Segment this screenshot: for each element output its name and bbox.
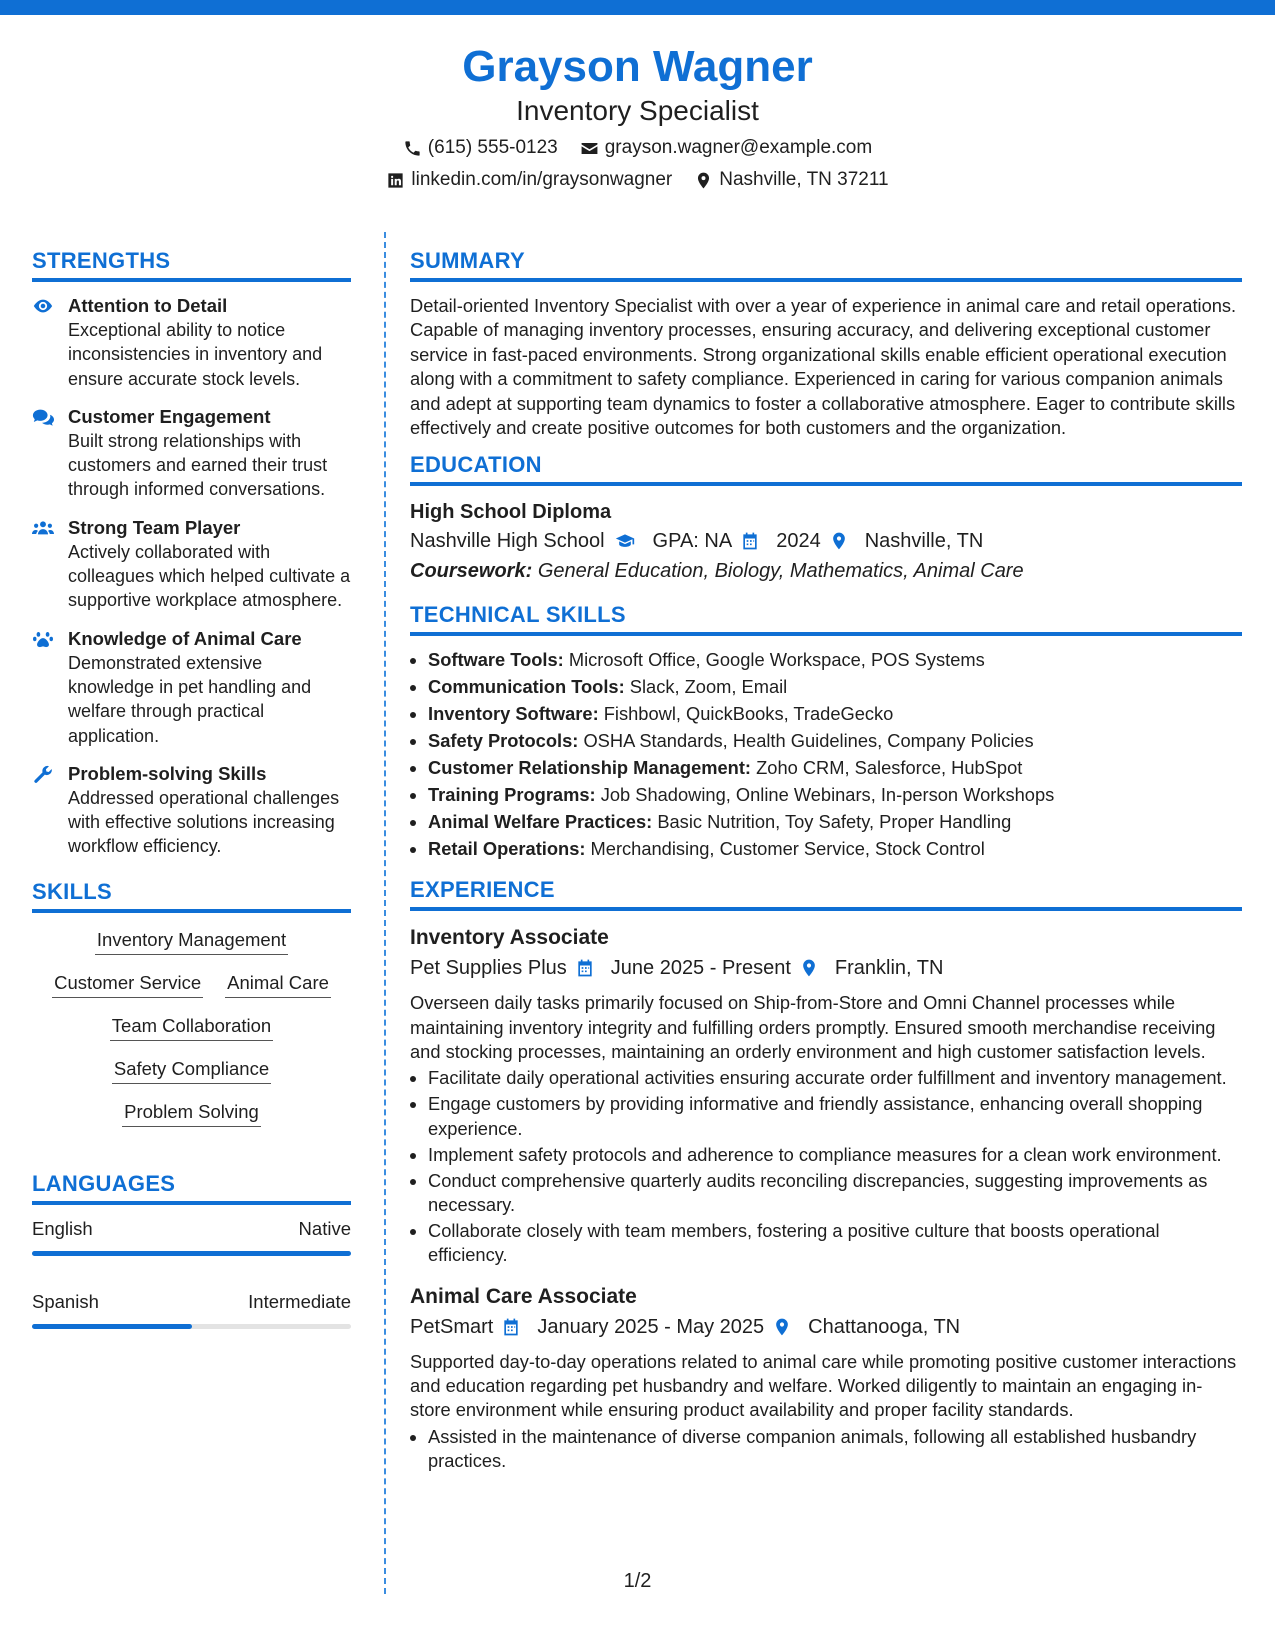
map-marker-icon (799, 958, 819, 978)
list-item: • Collaborate closely with team members, fostering a positive culture that boosts operational efficiency. (428, 1219, 1242, 1268)
strength-title: Attention to Detail (68, 295, 228, 316)
language-proficiency-bar (32, 1324, 351, 1329)
strength-desc: Demonstrated extensive knowledge in pet handling and welfare through practical application. (68, 652, 312, 746)
list-item (428, 810, 1242, 834)
skill-tag: Safety Compliance (112, 1056, 271, 1084)
strength-title: Problem-solving Skills (68, 762, 267, 784)
linkedin-contact[interactable] (386, 164, 672, 196)
skill-value: OSHA Standards, Health Guidelines, Company Policies (583, 730, 1034, 752)
skill-label: Animal Welfare Practices: (428, 810, 653, 832)
strength-item (32, 294, 351, 391)
skill-value: Job Shadowing, Online Webinars, In-person Workshops (600, 783, 1055, 805)
phone-icon (403, 139, 422, 158)
coursework-text: General Education, Biology, Mathematics, Animal Care (537, 560, 1024, 583)
graduation-cap-icon (613, 531, 637, 551)
job-summary: Supported day-to-day operations related to animal care while promoting positive customer interactions and education regarding pet husbandry and welfare. Worked diligently to maintain an engaging in-store environment while ensuring product availability and proper facility standards. (410, 1350, 1237, 1421)
candidate-name: Grayson Wagner (462, 42, 813, 91)
languages-heading: LANGUAGES (32, 1171, 351, 1205)
language-name: English (32, 1217, 93, 1239)
school-name: Nashville High School (410, 530, 605, 553)
list-item (428, 837, 1242, 861)
job-meta (410, 1312, 1242, 1342)
right-column (410, 248, 1242, 1488)
job-dates: June 2025 - Present (610, 957, 791, 980)
candidate-title: Inventory Specialist (516, 95, 759, 126)
strength-title: Knowledge of Animal Care (68, 627, 302, 649)
calendar-icon (740, 531, 760, 551)
users-icon (32, 518, 54, 538)
gpa-text: GPA: NA (652, 530, 733, 553)
skill-tag: Inventory Management (95, 927, 288, 955)
job-meta (410, 953, 1242, 983)
list-item: • Engage customers by providing informative and friendly assistance, enhancing overall shopping experience. (428, 1092, 1242, 1141)
language-item (32, 1290, 351, 1329)
strengths-heading: STRENGTHS (32, 248, 351, 282)
location-text: Nashville, TN 37211 (719, 169, 889, 190)
list-item (428, 783, 1242, 807)
top-accent-bar (0, 0, 1275, 15)
school-location: Nashville, TN (864, 530, 984, 553)
technical-skills-heading: TECHNICAL SKILLS (410, 602, 1242, 636)
skill-tag: Team Collaboration (110, 1013, 273, 1041)
left-column (32, 248, 351, 1363)
comments-icon (32, 407, 54, 427)
envelope-icon (580, 139, 599, 158)
skill-tag: Problem Solving (122, 1099, 261, 1127)
job-role: Animal Care Associate (410, 1284, 637, 1308)
degree-title: High School Diploma (410, 501, 612, 524)
language-item (32, 1217, 351, 1256)
map-marker-icon (772, 1317, 792, 1337)
job-role: Inventory Associate (410, 926, 609, 950)
strength-desc: Addressed operational challenges with effective solutions increasing workflow efficiency. (68, 787, 340, 857)
skill-tag: Customer Service (52, 970, 203, 998)
job-location: Chattanooga, TN (808, 1315, 961, 1338)
language-level: Intermediate (248, 1290, 351, 1312)
coursework-line (410, 556, 1242, 586)
skill-value: Slack, Zoom, Email (629, 676, 788, 698)
language-name: Spanish (32, 1290, 99, 1312)
strength-desc: Actively collaborated with colleagues which helped cultivate a supportive workplace atmosphere. (68, 541, 351, 611)
job-location: Franklin, TN (834, 957, 944, 980)
education-heading: EDUCATION (410, 452, 1242, 486)
skill-value: Merchandising, Customer Service, Stock Control (590, 837, 985, 859)
phone-contact (403, 132, 558, 164)
skill-value: Basic Nutrition, Toy Safety, Proper Handling (657, 810, 1012, 832)
list-item (428, 729, 1242, 753)
list-item (428, 702, 1242, 726)
job-summary: Overseen daily tasks primarily focused on Ship-from-Store and Omni Channel processes while maintaining inventory integrity and fulfilling orders promptly. Ensured smooth merchandise receiving and stocking processes, maintaining an orderly environment and high customer satisfaction levels. (410, 992, 1216, 1062)
page-number: 1/2 (623, 1570, 652, 1592)
skill-value: Microsoft Office, Google Workspace, POS Systems (568, 649, 985, 671)
strength-title: Customer Engagement (68, 405, 271, 427)
technical-skills-list (410, 648, 1242, 861)
strength-desc: Exceptional ability to notice inconsistencies in inventory and ensure accurate stock levels. (68, 320, 323, 389)
strength-desc: Built strong relationships with customers and earned their trust through informed conversations. (68, 430, 328, 500)
experience-entry (410, 1282, 1242, 1474)
skill-label: Inventory Software: (428, 703, 599, 725)
strength-item (32, 627, 351, 748)
skill-label: Retail Operations: (428, 837, 586, 859)
job-bullets (410, 1425, 1242, 1474)
education-meta (410, 526, 1242, 556)
location-contact (694, 164, 888, 196)
skill-label: Software Tools: (428, 649, 564, 671)
eye-icon (32, 296, 54, 316)
strength-item (32, 405, 351, 502)
summary-heading: SUMMARY (410, 248, 1242, 282)
language-level: Native (298, 1217, 351, 1239)
language-proficiency-fill (32, 1324, 192, 1329)
graduation-year: 2024 (776, 530, 821, 553)
linkedin-text[interactable]: linkedin.com/in/graysonwagner (411, 169, 673, 190)
coursework-label: Coursework: (410, 560, 533, 583)
job-bullets (410, 1066, 1242, 1267)
skill-label: Training Programs: (428, 783, 596, 805)
list-item (428, 756, 1242, 780)
strength-title: Strong Team Player (68, 516, 241, 538)
summary-text: Detail-oriented Inventory Specialist with over a year of experience in animal care and retail operations. Capable of managing inventory processes, ensuring accuracy, and delivering exceptional customer service in fast-paced environments. Strong organizational skills enable efficient operational execution along with a commitment to safety compliance. Experienced in caring for various companion animals and adept at supporting team dynamics to foster a collaborative atmosphere. Eager to contribute skills effectively and create positive outcomes for both customers and the organization. (410, 295, 1237, 439)
skill-value: Zoho CRM, Salesforce, HubSpot (756, 757, 1023, 779)
language-proficiency-bar (32, 1251, 351, 1256)
skill-label: Customer Relationship Management: (428, 757, 752, 779)
calendar-icon (575, 958, 595, 978)
skills-list (32, 925, 351, 1133)
skill-label: Safety Protocols: (428, 730, 579, 752)
paw-icon (32, 629, 54, 649)
skill-label: Communication Tools: (428, 676, 625, 698)
wrench-icon (32, 764, 54, 784)
list-item: • Implement safety protocols and adherence to compliance measures for a clean work environment. (428, 1143, 1242, 1167)
email-text[interactable]: grayson.wagner@example.com (604, 137, 873, 158)
skill-tag: Animal Care (225, 970, 331, 998)
map-marker-icon (829, 531, 849, 551)
strength-item (32, 516, 351, 613)
linkedin-icon (386, 171, 405, 190)
list-item: • Conduct comprehensive quarterly audits reconciling discrepancies, suggesting improvements as necessary. (428, 1169, 1242, 1218)
job-dates: January 2025 - May 2025 (537, 1315, 765, 1338)
list-item: • Assisted in the maintenance of diverse companion animals, following all established husbandry practices. (428, 1425, 1242, 1474)
resume-header (0, 40, 1275, 196)
phone-text: (615) 555-0123 (427, 137, 558, 158)
company-name: PetSmart (410, 1315, 494, 1338)
company-name: Pet Supplies Plus (410, 957, 567, 980)
list-item (428, 675, 1242, 699)
language-proficiency-fill (32, 1251, 351, 1256)
experience-heading: EXPERIENCE (410, 877, 1242, 911)
list-item: • Facilitate daily operational activities ensuring accurate order fulfillment and inventory management. (428, 1066, 1242, 1090)
strength-item (32, 762, 351, 859)
email-contact[interactable] (580, 132, 872, 164)
map-marker-icon (694, 171, 713, 190)
column-divider (384, 232, 386, 1594)
experience-entry (410, 923, 1242, 1267)
calendar-icon (501, 1317, 521, 1337)
skill-value: Fishbowl, QuickBooks, TradeGecko (603, 703, 894, 725)
list-item (428, 648, 1242, 672)
skills-heading: SKILLS (32, 879, 351, 913)
